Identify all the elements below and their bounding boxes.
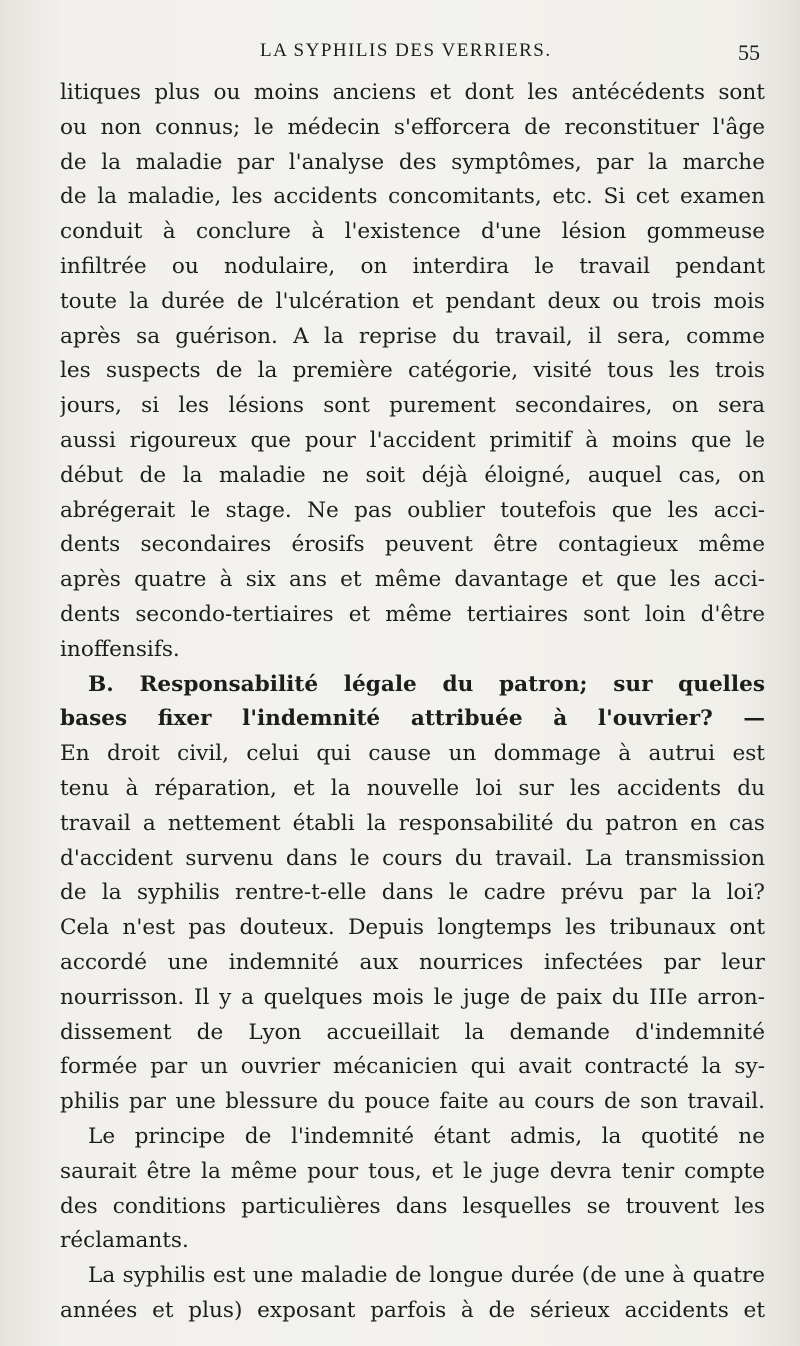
text-line: Le principe de l'indemnité étant admis, la quotité ne <box>88 1123 765 1149</box>
text-line: jours, si les lésions sont purement secondaires, on sera <box>60 393 765 419</box>
section-heading: B. Responsabilité légale du patron; sur quelles <box>88 671 765 697</box>
text-line: dents secondaires érosifs peuvent être contagieux même <box>60 532 765 558</box>
text-line: infiltrée ou nodulaire, on interdira le travail pendant <box>60 253 765 279</box>
text-line: dents secondo-tertiaires et même tertiaires sont loin d'être <box>60 601 765 627</box>
text-line: Cela n'est pas douteux. Depuis longtemps les tribunaux ont <box>60 915 765 941</box>
text-line: de la syphilis rentre-t-elle dans le cadre prévu par la loi? <box>60 880 765 906</box>
text-line: saurait être la même pour tous, et le juge devra tenir compte <box>60 1158 765 1184</box>
text-line: formée par un ouvrier mécanicien qui avait contracté la sy- <box>60 1054 765 1080</box>
text-line: philis par une blessure du pouce faite au cours de son travail. <box>60 1089 765 1115</box>
text-line: accordé une indemnité aux nourrices infectées par leur <box>60 949 765 975</box>
text-line: travail a nettement établi la responsabilité du patron en cas <box>60 810 765 836</box>
page-number: 55 <box>738 40 760 65</box>
text-line: des conditions particulières dans lesquelles se trouvent les <box>60 1193 765 1219</box>
text-line: nourrisson. Il y a quelques mois le juge de paix du IIIe arron- <box>60 984 765 1010</box>
section-heading: bases fixer l'indemnité attribuée à l'ouvrier? — <box>60 706 765 732</box>
body-text <box>60 76 765 1329</box>
text-line: toute la durée de l'ulcération et pendant deux ou trois mois <box>60 288 765 314</box>
text-line: En droit civil, celui qui cause un dommage à autrui est <box>60 741 765 767</box>
text-line: La syphilis est une maladie de longue durée (de une à quatre <box>88 1263 765 1289</box>
text-line: réclamants. <box>60 1228 189 1254</box>
text-line: les suspects de la première catégorie, visité tous les trois <box>60 358 765 384</box>
text-line: litiques plus ou moins anciens et dont les antécédents sont <box>60 80 765 105</box>
text-line: après sa guérison. A la reprise du travail, il sera, comme <box>60 323 765 349</box>
text-line: dissement de Lyon accueillait la demande d'indemnité <box>60 1019 765 1045</box>
text-line: ou non connus; le médecin s'efforcera de reconstituer l'âge <box>60 114 765 140</box>
text-line: de la maladie par l'analyse des symptômes, par la marche <box>60 149 765 175</box>
running-title: LA SYPHILIS DES VERRIERS. <box>260 40 552 61</box>
text-line: début de la maladie ne soit déjà éloigné, auquel cas, on <box>60 462 765 488</box>
text-line: d'accident survenu dans le cours du travail. La transmission <box>60 845 765 871</box>
text-line: aussi rigoureux que pour l'accident primitif à moins que le <box>60 427 765 453</box>
page-header <box>60 40 760 70</box>
text-line: après quatre à six ans et même davantage et que les acci- <box>60 567 765 593</box>
text-line: de la maladie, les accidents concomitants, etc. Si cet examen <box>60 184 765 210</box>
text-line: conduit à conclure à l'existence d'une lésion gommeuse <box>60 219 765 245</box>
text-line: tenu à réparation, et la nouvelle loi sur les accidents du <box>60 775 765 801</box>
text-line: années et plus) exposant parfois à de sérieux accidents et <box>60 1297 765 1323</box>
text-line: inoffensifs. <box>60 636 180 662</box>
text-line: abrégerait le stage. Ne pas oublier toutefois que les acci- <box>60 497 765 523</box>
